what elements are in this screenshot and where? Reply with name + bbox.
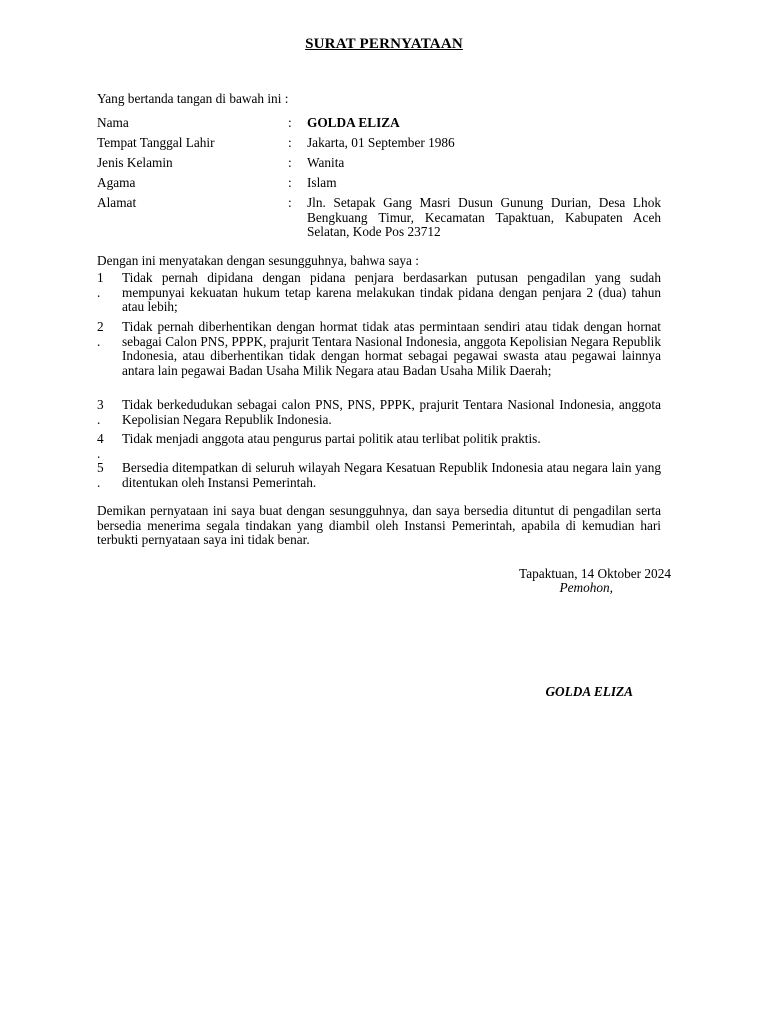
identity-value: Islam (307, 175, 337, 190)
item-text: Tidak menjadi anggota atau pengurus partai politik atau terlibat politik praktis. (122, 431, 541, 446)
item-number: 1 . (97, 270, 104, 300)
identity-colon: : (288, 135, 292, 150)
identity-value: Jakarta, 01 September 1986 (307, 135, 455, 150)
signature-name: GOLDA ELIZA (545, 684, 633, 699)
item-text: Tidak pernah dipidana dengan pidana penjara berdasarkan putusan pengadilan yang sudah mempunyai kekuatan hukum tetap karena melakukan tindak pidana dengan penjara 2 (dua) tahun atau lebih; (122, 270, 661, 315)
item-number: 4 . (97, 431, 104, 461)
closing-paragraph: Demikan pernyataan ini saya buat dengan sesungguhnya, dan saya bersedia dituntut di pengadilan serta bersedia menerima segala tindakan yang diambil oleh Instansi Pemerintah, apabila di kemudian hari terbukti pernyataan saya ini tidak benar. (97, 503, 661, 548)
identity-label: Tempat Tanggal Lahir (97, 135, 215, 150)
identity-label: Agama (97, 175, 136, 190)
statement-intro: Dengan ini menyatakan dengan sesungguhnya, bahwa saya : (97, 253, 419, 268)
identity-label: Jenis Kelamin (97, 155, 173, 170)
identity-label: Alamat (97, 195, 137, 210)
identity-label: Nama (97, 115, 129, 130)
identity-colon: : (288, 155, 292, 170)
intro-text: Yang bertanda tangan di bawah ini : (97, 91, 289, 106)
item-number: 2 . (97, 319, 104, 349)
item-number: 3 . (97, 397, 104, 427)
identity-colon: : (288, 175, 292, 190)
item-text: Tidak pernah diberhentikan dengan hormat tidak atas permintaan sendiri atau tidak dengan hornat sebagai Calon PNS, PPPK, prajurit Tentara Nasional Indonesia, anggota Kepolisian Negara Republik Indonesia, atau diberhentikan tidak dengan hormat sebagai pegawai swasta atau pegawai lainnya antara lain pegawai Badan Usaha Milik Negara atau Badan Usaha Milik Daerah; (122, 319, 661, 378)
identity-value: Wanita (307, 155, 345, 170)
identity-value: Jln. Setapak Gang Masri Dusun Gunung Durian, Desa Lhok Bengkuang Timur, Kecamatan Tapaktuan, Kabupaten Aceh Selatan, Kode Pos 23712 (307, 195, 661, 240)
item-text: Bersedia ditempatkan di seluruh wilayah Negara Kesatuan Republik Indonesia atau negara lain yang ditentukan oleh Instansi Pemerintah. (122, 460, 661, 490)
item-text: Tidak berkedudukan sebagai calon PNS, PNS, PPPK, prajurit Tentara Nasional Indonesia, anggota Kepolisian Negara Republik Indonesia. (122, 397, 661, 427)
applicant-label: Pemohon, (559, 580, 613, 595)
identity-value: GOLDA ELIZA (307, 115, 400, 130)
document-title: SURAT PERNYATAAN (305, 36, 463, 52)
identity-colon: : (288, 115, 292, 130)
item-number: 5 . (97, 460, 104, 490)
place-date: Tapaktuan, 14 Oktober 2024 (519, 566, 671, 581)
identity-colon: : (288, 195, 292, 210)
